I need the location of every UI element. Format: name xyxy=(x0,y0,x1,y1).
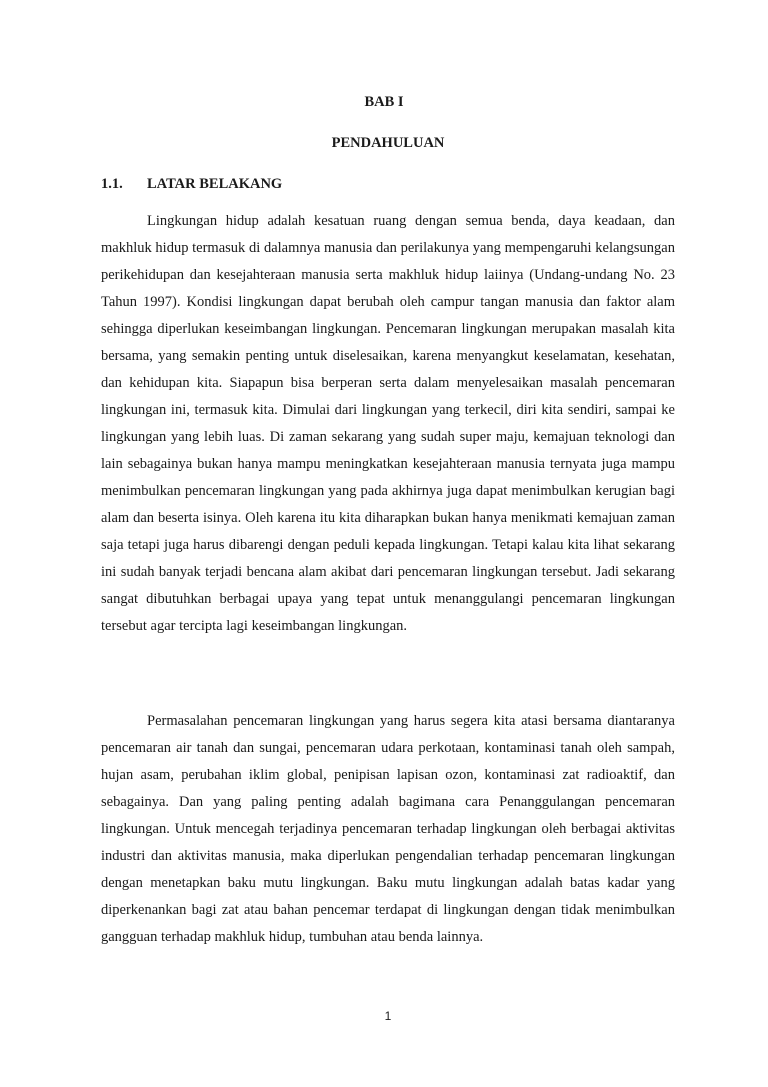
section-heading xyxy=(101,175,282,193)
chapter-label: BAB I xyxy=(364,94,404,110)
body-paragraph-2: Permasalahan pencemaran lingkungan yang harus segera kita atasi bersama diantaranya pencemaran air tanah dan sungai, pencemaran udara perkotaan, kontaminasi tanah oleh sampah, hujan asam, perubahan iklim global, penipisan lapisan ozon, kontaminasi zat radioaktif, dan sebagainya. Dan yang paling penting adalah bagimana cara Penanggulangan pencemaran lingkungan. Untuk mencegah terjadinya pencemaran terhadap lingkungan oleh berbagai aktivitas industri dan aktivitas manusia, maka diperlukan pengendalian terhadap pencemaran lingkungan dengan menetapkan baku mutu lingkungan. Baku mutu lingkungan adalah batas kadar yang diperkenankan bagi zat atau bahan pencemar terdapat di lingkungan dengan tidak menimbulkan gangguan terhadap makhluk hidup, tumbuhan atau benda lainnya. xyxy=(101,713,675,945)
section-title: LATAR BELAKANG xyxy=(147,176,283,192)
chapter-title: PENDAHULUAN xyxy=(331,135,445,151)
body-paragraph-1: Lingkungan hidup adalah kesatuan ruang dengan semua benda, daya keadaan, dan makhluk hidup termasuk di dalamnya manusia dan perilakunya yang mempengaruhi kelangsungan perikehidupan dan kesejahteraan manusia serta makhluk hidup laiinya (Undang-undang No. 23 Tahun 1997). Kondisi lingkungan dapat berubah oleh campur tangan manusia dan faktor alam sehingga diperlukan keseimbangan lingkungan. Pencemaran lingkungan merupakan masalah kita bersama, yang semakin penting untuk diselesaikan, karena menyangkut keselamatan, kesehatan, dan kehidupan kita. Siapapun bisa berperan serta dalam menyelesaikan masalah pencemaran lingkungan ini, termasuk kita. Dimulai dari lingkungan yang terkecil, diri kita sendiri, sampai ke lingkungan yang lebih luas. Di zaman sekarang yang sudah super maju, kemajuan teknologi dan lain sebagainya bukan hanya mampu meningkatkan kesejahteraan manusia ternyata juga mampu menimbulkan pencemaran lingkungan yang pada akhirnya juga dapat menimbulkan kerugian bagi alam dan beserta isinya. Oleh karena itu kita diharapkan bukan hanya menikmati kemajuan zaman saja tetapi juga harus dibarengi dengan peduli kepada lingkungan. Tetapi kalau kita lihat sekarang ini sudah banyak terjadi bencana alam akibat dari pencemaran lingkungan tersebut. Jadi sekarang sangat dibutuhkan berbagai upaya yang tepat untuk menanggulangi pencemaran lingkungan tersebut agar tercipta lagi keseimbangan lingkungan. xyxy=(101,213,675,634)
page-number: 1 xyxy=(384,1009,392,1023)
section-number: 1.1. xyxy=(101,176,123,192)
